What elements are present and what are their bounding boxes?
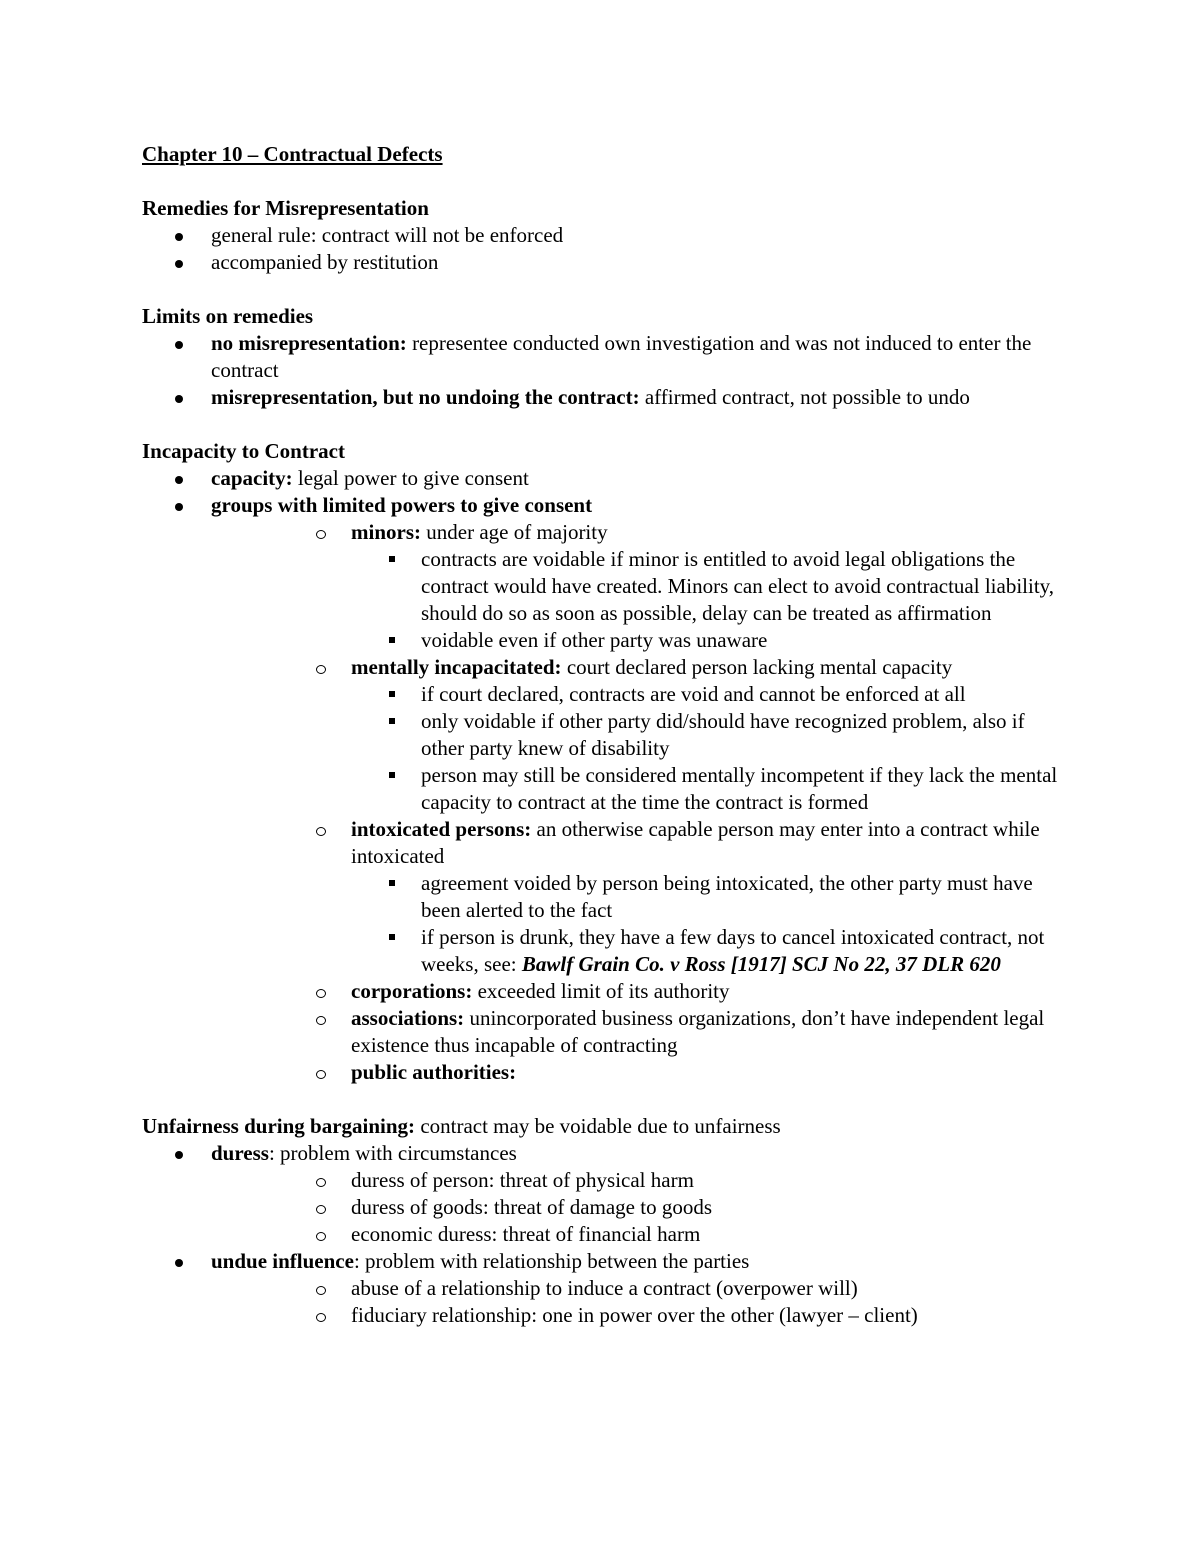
square-bullet-icon — [389, 637, 395, 643]
sub-sub-list — [351, 870, 1072, 978]
sub-list — [280, 1275, 1072, 1329]
bullet-icon — [175, 341, 183, 349]
sub-list — [280, 1167, 1072, 1248]
list-item: general rule: contract will not be enforced — [142, 222, 1072, 249]
list-item: undue influence: problem with relationship between the parties abuse of a relationship to induce a contract (overpower will) fiduciary relationship: one in power over the other (lawyer – client) — [142, 1248, 1072, 1329]
square-bullet-icon — [389, 934, 395, 940]
bullet-list — [142, 1140, 1072, 1329]
circle-bullet-icon — [316, 1286, 326, 1295]
bullet-icon — [175, 476, 183, 484]
bullet-icon — [175, 1259, 183, 1267]
sub-list-item: duress of person: threat of physical harm — [211, 1167, 1072, 1194]
sub-sub-list-item: person may still be considered mentally incompetent if they lack the mental capacity to contract at the time the contract is formed — [351, 762, 1072, 816]
list-item: accompanied by restitution — [142, 249, 1072, 276]
section-heading: Limits on remedies — [142, 304, 314, 328]
circle-bullet-icon — [316, 1232, 326, 1241]
sub-list — [280, 519, 1072, 1086]
sub-list-item: intoxicated persons: an otherwise capable person may enter into a contract while intoxicated agreement voided by person being intoxicated, the other party must have been alerted to the fact if person is drunk, they have a few days to cancel intoxicated contract, not weeks, see: Bawlf Grain Co. v Ross [1917] SCJ No 22, 37 DLR 620 — [211, 816, 1072, 978]
sub-list-item: mentally incapacitated: court declared person lacking mental capacity if court declared, contracts are void and cannot be enforced at all only voidable if other party did/should have recognized problem, also if other party knew of disability person may still be considered mentally incompetent if they lack the mental capacity to contract at the time the contract is formed — [211, 654, 1072, 816]
circle-bullet-icon — [316, 827, 326, 836]
sub-sub-list-item: voidable even if other party was unaware — [351, 627, 1072, 654]
square-bullet-icon — [389, 772, 395, 778]
section-heading: Remedies for Misrepresentation — [142, 196, 429, 220]
sub-list-item: associations: unincorporated business organizations, don’t have independent legal existence thus incapable of contracting — [211, 1005, 1072, 1059]
sub-sub-list-item: if court declared, contracts are void and cannot be enforced at all — [351, 681, 1072, 708]
bullet-list — [142, 465, 1072, 1086]
bullet-list — [142, 330, 1072, 411]
sub-list-item: fiduciary relationship: one in power over the other (lawyer – client) — [211, 1302, 1072, 1329]
square-bullet-icon — [389, 556, 395, 562]
square-bullet-icon — [389, 880, 395, 886]
section-heading: Incapacity to Contract — [142, 439, 345, 463]
sub-list-item: abuse of a relationship to induce a contract (overpower will) — [211, 1275, 1072, 1302]
bullet-icon — [175, 233, 183, 241]
circle-bullet-icon — [316, 1205, 326, 1214]
section-heading: Unfairness during bargaining: contract may be voidable due to unfairness — [142, 1114, 781, 1138]
circle-bullet-icon — [316, 1313, 326, 1322]
list-item: duress: problem with circumstances duress of person: threat of physical harm duress of goods: threat of damage to goods economic duress: threat of financial harm — [142, 1140, 1072, 1248]
list-item: no misrepresentation: representee conducted own investigation and was not induced to enter the contract — [142, 330, 1072, 384]
bullet-icon — [175, 395, 183, 403]
circle-bullet-icon — [316, 530, 326, 539]
sub-sub-list-item: contracts are voidable if minor is entitled to avoid legal obligations the contract would have created. Minors can elect to avoid contractual liability, should do so as soon as possible, delay can be treated as affirmation — [351, 546, 1072, 627]
sub-sub-list — [351, 546, 1072, 654]
bullet-icon — [175, 503, 183, 511]
section-incapacity — [142, 438, 1072, 1086]
square-bullet-icon — [389, 691, 395, 697]
sub-list-item: public authorities: — [211, 1059, 1072, 1086]
document-page — [142, 141, 1072, 1356]
case-citation: Bawlf Grain Co. v Ross [1917] SCJ No 22, 37 DLR 620 — [521, 952, 1001, 976]
bullet-list — [142, 222, 1072, 276]
circle-bullet-icon — [316, 989, 326, 998]
sub-sub-list-item: agreement voided by person being intoxicated, the other party must have been alerted to the fact — [351, 870, 1072, 924]
circle-bullet-icon — [316, 1070, 326, 1079]
page-title: Chapter 10 – Contractual Defects — [142, 142, 443, 166]
sub-list-item: minors: under age of majority contracts are voidable if minor is entitled to avoid legal obligations the contract would have created. Minors can elect to avoid contractual liability, should do so as soon as possible, delay can be treated as affirmation voidable even if other party was unaware — [211, 519, 1072, 654]
section-remedies — [142, 195, 1072, 276]
sub-list-item: economic duress: threat of financial harm — [211, 1221, 1072, 1248]
square-bullet-icon — [389, 718, 395, 724]
bullet-icon — [175, 260, 183, 268]
circle-bullet-icon — [316, 1178, 326, 1187]
sub-sub-list — [351, 681, 1072, 816]
sub-list-item: corporations: exceeded limit of its authority — [211, 978, 1072, 1005]
list-item: capacity: legal power to give consent — [142, 465, 1072, 492]
bullet-icon — [175, 1151, 183, 1159]
sub-sub-list-item: if person is drunk, they have a few days to cancel intoxicated contract, not weeks, see: Bawlf Grain Co. v Ross [1917] SCJ No 22, 37 DLR 620 — [351, 924, 1072, 978]
sub-sub-list-item: only voidable if other party did/should have recognized problem, also if other party knew of disability — [351, 708, 1072, 762]
list-item: groups with limited powers to give consent minors: under age of majority contracts are voidable if minor is entitled to avoid legal obligations the contract would have created. Minors can elect to avoid contractual liability, should do so as soon as possible, delay can be treated as affirmation voidable even if other party was unaware mentally incapacitated: court declared person lacking mental capacity if court declared, contracts are void and cannot be enforced at all only voidable if other party did/should have recognized problem, also if other party knew of disability person may still be considered mentally incompetent if they lack the mental capacity to contract at the time the contract is formed intoxicated persons: an otherwise capable person may enter into a contract while intoxicated agreement voided by person being intoxicated, the other party must have been alerted to the fact if person is drunk, they have a few days to cancel intoxicated contract, not weeks, see: Bawlf Grain Co. v Ross [1917] SCJ No 22, 37 DLR 620 corporations: exceeded limit of its authority associations: unincorporated business organizations, don’t have independent legal existence thus incapable of contracting public authorities: — [142, 492, 1072, 1086]
circle-bullet-icon — [316, 665, 326, 674]
circle-bullet-icon — [316, 1016, 326, 1025]
list-item: misrepresentation, but no undoing the contract: affirmed contract, not possible to undo — [142, 384, 1072, 411]
section-unfairness — [142, 1113, 1072, 1329]
sub-list-item: duress of goods: threat of damage to goods — [211, 1194, 1072, 1221]
section-limits — [142, 303, 1072, 411]
